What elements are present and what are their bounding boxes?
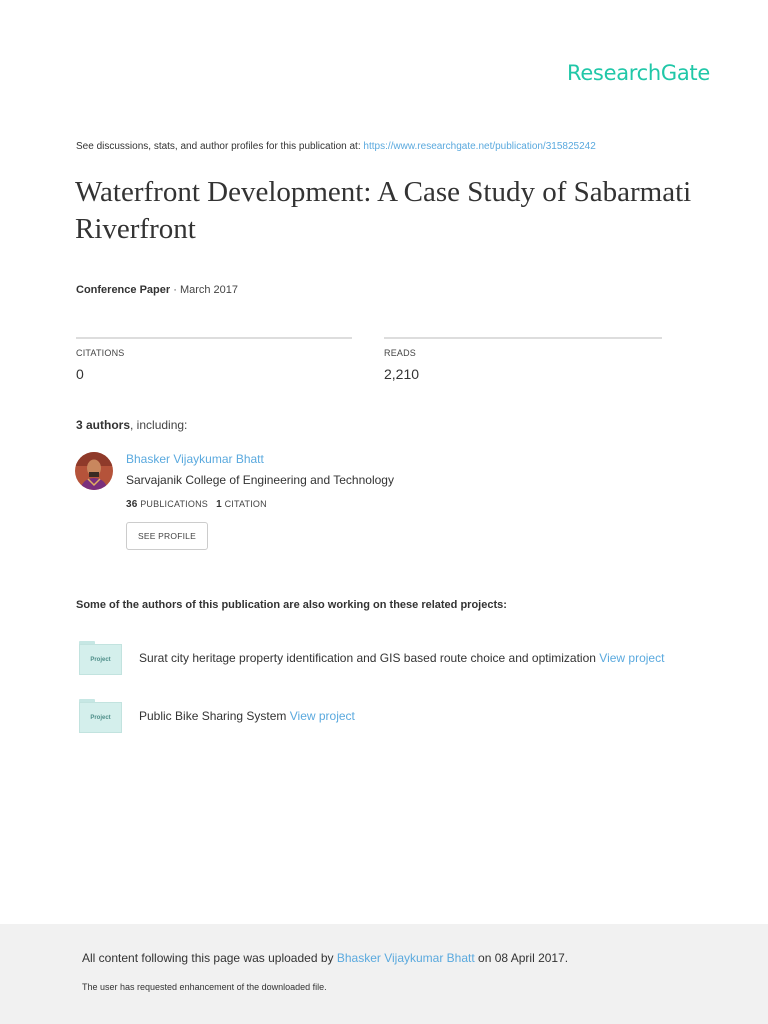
upload-suffix: on 08 April 2017. [474,951,569,965]
author-institution: Sarvajanik College of Engineering and Technology [126,473,394,487]
project-folder-icon [79,641,122,675]
project-folder-label: Project [79,702,122,733]
author-citations-label: CITATION [224,499,267,509]
see-profile-button[interactable]: SEE PROFILE [126,522,208,550]
upload-notice [82,951,568,965]
citations-value: 0 [76,366,84,382]
author-stats [126,499,267,510]
author-avatar[interactable] [75,452,113,490]
authors-including: , including: [130,418,188,432]
project-item [79,698,355,734]
publication-date: March 2017 [179,284,239,296]
uploader-link[interactable]: Bhasker Vijaykumar Bhatt [336,951,475,965]
reads-divider [384,337,662,339]
reads-label: READS [384,348,417,358]
reads-value: 2,210 [384,366,420,382]
upload-prefix: All content following this page was uploaded by [82,951,337,965]
publication-url-link[interactable]: https://www.researchgate.net/publication/315825242 [363,141,596,152]
researchgate-logo[interactable]: ResearchGate [566,61,710,85]
enhancement-note: The user has requested enhancement of the downloaded file. [82,982,327,992]
citations-label: CITATIONS [76,348,125,358]
related-projects-heading: Some of the authors of this publication are also working on these related projects: [76,599,507,611]
authors-count: 3 authors [76,418,131,432]
author-name-link[interactable]: Bhasker Vijaykumar Bhatt [126,452,264,466]
view-project-link[interactable]: View project [599,651,665,665]
project-name: Surat city heritage property identification and GIS based route choice and optimization [139,651,596,665]
project-text [139,651,664,665]
upload-footer [0,924,768,1024]
view-project-link[interactable]: View project [289,709,355,723]
author-publications-count: 36 [126,499,138,510]
project-text [139,709,355,723]
authors-intro [76,418,187,432]
project-item [79,640,665,676]
publication-meta [76,284,238,296]
publication-title: Waterfront Development: A Case Study of Sabarmati Riverfront [75,176,692,245]
project-folder-icon [79,699,122,733]
discussion-notice [76,141,596,152]
publication-type: Conference Paper [76,284,171,296]
discussion-text: See discussions, stats, and author profiles for this publication at: [76,141,364,152]
project-folder-label: Project [79,644,122,675]
author-publications-label: PUBLICATIONS [140,499,208,509]
citations-divider [76,337,352,339]
meta-separator: · [170,284,180,296]
project-name: Public Bike Sharing System [139,709,287,723]
avatar-photo-icon [75,452,113,490]
author-citations-count: 1 [216,499,222,510]
